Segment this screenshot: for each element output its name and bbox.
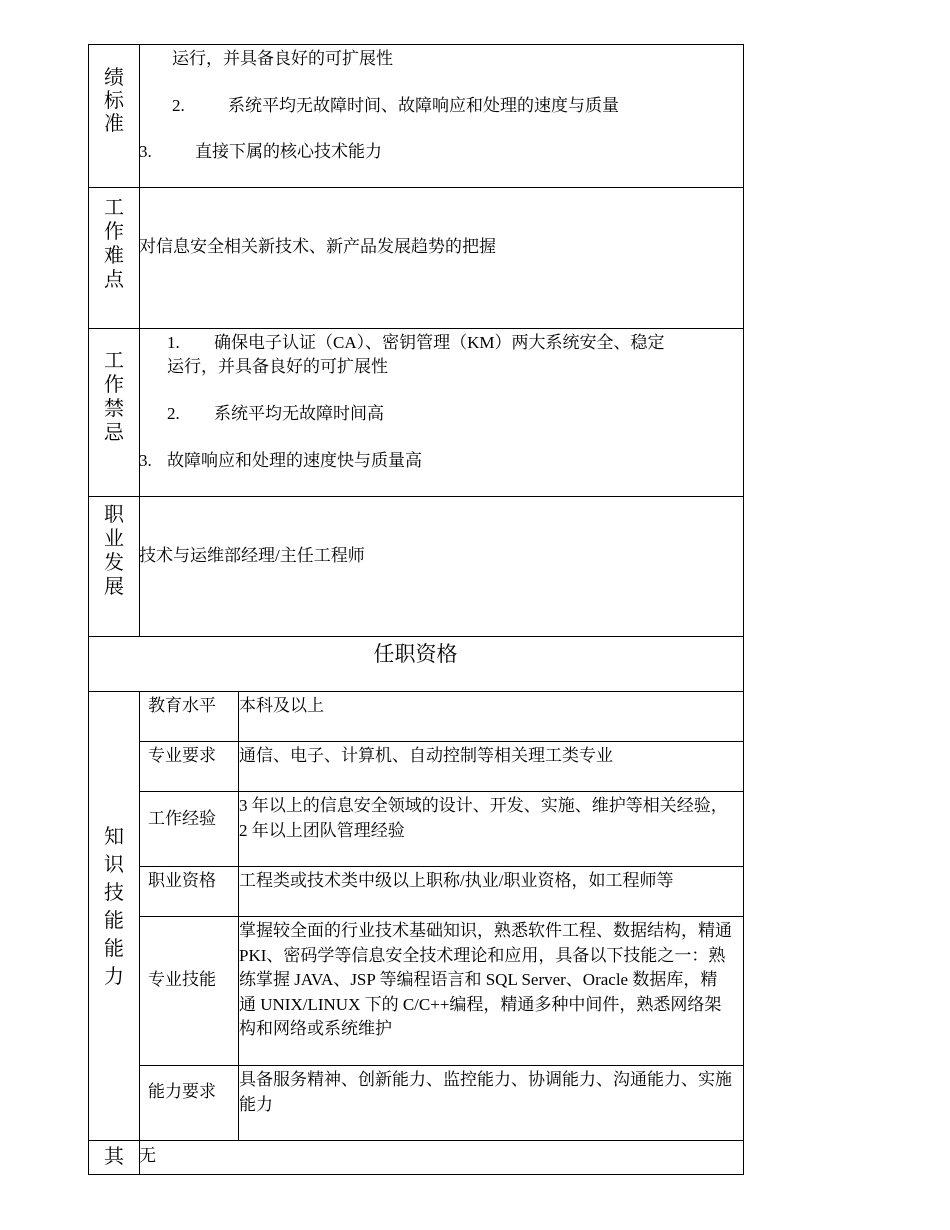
taboo-item-1-cont: 运行，并具备良好的可扩展性 [167, 357, 388, 376]
row-divider [88, 328, 743, 329]
education-name: 教育水平 [148, 696, 216, 715]
taboo-item-2: 2. 系统平均无故障时间高 [167, 404, 384, 423]
professional-skills-value: 掌握较全面的行业技术基础知识，熟悉软件工程、数据结构，精通 PKI、密码学等信息安全技术理论和应用，具备以下技能之一：熟练掌握 JAVA、JSP 等编程语言和 SQL Server、Oracle 数据库，精通 UNIX/LINUX 下的 C/C++编程，精通多种中间件，熟悉网络架构和网络或系统维护 [239, 921, 732, 1038]
row-divider [88, 187, 743, 188]
taboo-item-3: 3. 故障响应和处理的速度快与质量高 [139, 451, 422, 470]
row-divider [139, 916, 743, 917]
taboo-item-1: 1. 确保电子认证（CA）、密钥管理（KM）两大系统安全、稳定 [167, 333, 665, 352]
ability-value: 具备服务精神、创新能力、监控能力、协调能力、沟通能力、实施能力 [239, 1070, 732, 1114]
row-divider [88, 496, 743, 497]
row-divider [139, 791, 743, 792]
ability-name: 能力要求 [148, 1082, 216, 1101]
major-name: 专业要求 [148, 746, 216, 765]
career-label: 职 业 发 展 [104, 502, 124, 598]
difficulty-text: 对信息安全相关新技术、新产品发展趋势的把握 [139, 237, 496, 256]
row-divider [88, 1140, 743, 1141]
certification-name: 职业资格 [148, 871, 216, 890]
performance-item-3: 3. 直接下属的核心技术能力 [139, 142, 382, 161]
performance-label: 绩 标 准 [104, 65, 124, 135]
professional-skills-name: 专业技能 [148, 970, 216, 989]
education-value: 本科及以上 [239, 696, 324, 715]
column-divider [139, 691, 140, 1174]
row-divider [88, 636, 743, 637]
row-divider [139, 866, 743, 867]
other-value: 无 [139, 1146, 156, 1165]
other-label: 其 [104, 1144, 124, 1168]
taboo-label: 工 作 禁 忌 [104, 348, 124, 444]
row-divider [139, 1065, 743, 1066]
experience-name: 工作经验 [148, 809, 216, 828]
difficulty-label: 工 作 难 点 [104, 195, 124, 291]
qualifications-title: 任职资格 [373, 642, 458, 666]
performance-item-2: 2. 系统平均无故障时间、故障响应和处理的速度与质量 [172, 96, 619, 115]
row-divider [139, 741, 743, 742]
certification-value: 工程类或技术类中级以上职称/执业/职业资格，如工程师等 [239, 871, 674, 890]
experience-value: 3 年以上的信息安全领域的设计、开发、实施、维护等相关经验，2 年以上团队管理经验 [239, 796, 728, 840]
performance-line-1: 运行，并具备良好的可扩展性 [172, 49, 393, 68]
row-divider [88, 691, 743, 692]
major-value: 通信、电子、计算机、自动控制等相关理工类专业 [239, 746, 613, 765]
career-text: 技术与运维部经理/主任工程师 [139, 546, 365, 565]
knowledge-skills-label: 知 识 技 能 能 力 [104, 824, 124, 988]
